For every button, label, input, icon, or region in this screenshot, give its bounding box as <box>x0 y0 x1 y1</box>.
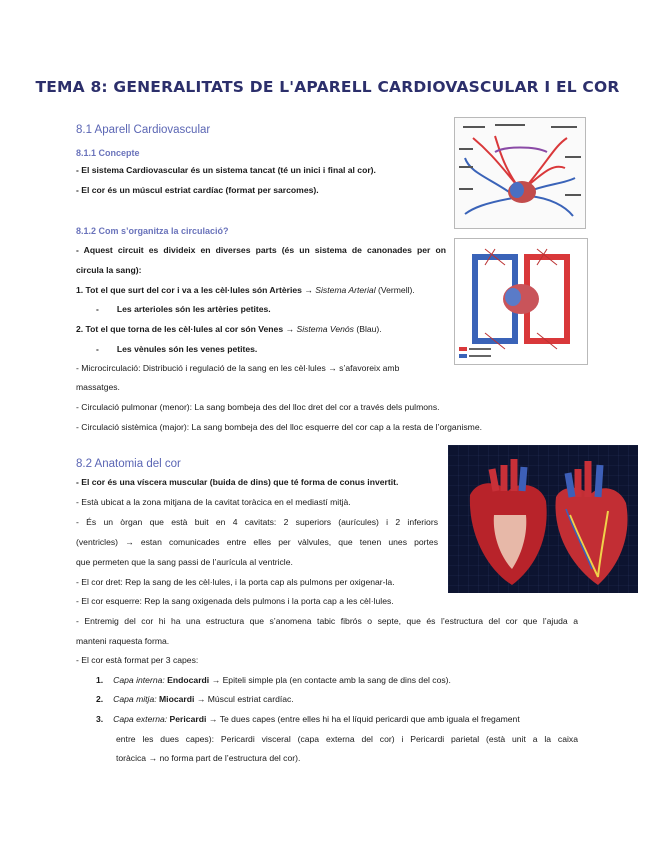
layer-pericardium-line-2: entre les dues capes): Pericardi visceral (capa externa del cor) i Pericardi parietal (està unit a la caixa <box>116 734 578 744</box>
layer-pericardium: 3. Capa externa: Pericardi → Te dues capes (entre elles hi ha el líquid pericardi que amb iguala el fregament <box>96 714 520 724</box>
arterial-system-item: 1. Tot el que surt del cor i va a les cèl·lules són Artèries → Sistema Arterial (Vermell). <box>76 285 415 295</box>
anatomy-cavities-line-3: que permeten que la sang passi de l’aurícula al ventricle. <box>76 557 293 567</box>
anatomy-line-2: - Està ubicat a la zona mitjana de la cavitat toràcica en el mediastí mitjà. <box>76 497 351 507</box>
anatomy-cavities-line-1: - És un òrgan que està buit en 4 cavitats: 2 superiors (aurícules) i 2 inferiors <box>76 517 438 527</box>
section-heading-8-1: 8.1 Aparell Cardiovascular <box>76 124 211 136</box>
section-heading-8-2: 8.2 Anatomia del cor <box>76 458 181 470</box>
layer-pericardium-line-3: toràcica → no forma part de l’estructura del cor). <box>116 753 301 763</box>
pulmonary-circulation-line: - Circulació pulmonar (menor): La sang bombeja des del lloc dret del cor a través dels pulmons. <box>76 402 440 412</box>
right-heart-line: - El cor dret: Rep la sang de les cèl·lules, i la porta cap als pulmons per oxigenar-la. <box>76 577 395 587</box>
venous-system-item: 2. Tot el que torna de les cèl·lules al cor són Venes → Sistema Venós (Blau). <box>76 324 382 334</box>
heart-anatomy-illustration <box>448 445 638 593</box>
circulation-schematic-illustration <box>455 239 587 364</box>
anatomy-cavities-line-2: (ventricles) → estan comunicades entre elles per vàlvules, que tenen unes portes <box>76 537 438 547</box>
septum-line-2: manteni raquesta forma. <box>76 636 170 646</box>
circuit-intro-line-2: circula la sang): <box>76 265 142 275</box>
concept-line-2: - El cor és un múscul estriat cardíac (format per sarcomes). <box>76 185 319 195</box>
septum-line-1: - Entremig del cor hi ha una estructura que s’anomena tabic fibrós o septe, que és l’estructura del cor que l’ajuda a <box>76 616 578 626</box>
systemic-circulation-line: - Circulació sistèmica (major): La sang bombeja des del lloc esquerre del cor cap a la resta de l’organisme. <box>76 422 483 432</box>
circuit-intro-line-1: - Aquest circuit es divideix en diverses parts (és un sistema de canonades per on <box>76 245 446 255</box>
microcirculation-line-1: - Microcirculació: Distribució i regulació de la sang en les cèl·lules → s’afavoreix amb <box>76 363 400 373</box>
concept-line-1: - El sistema Cardiovascular és un sistema tancat (té un inici i final al cor). <box>76 165 376 175</box>
layer-myocardium: 2. Capa mitja: Miocardi → Múscul estriat cardíac. <box>96 694 294 704</box>
subsection-heading-8-1-1: 8.1.1 Concepte <box>76 148 140 158</box>
page-title: TEMA 8: GENERALITATS DE L'APARELL CARDIOVASCULAR I EL COR <box>35 78 620 96</box>
arterioles-subitem: - Les arterioles són les artèries petites. <box>96 304 271 314</box>
heart-anatomy-figure <box>448 445 638 593</box>
circulation-anatomy-figure <box>454 117 586 229</box>
anatomy-line-1: - El cor és una víscera muscular (buida de dins) que té forma de conus invertit. <box>76 477 399 487</box>
subsection-heading-8-1-2: 8.1.2 Com s’organitza la circulació? <box>76 226 229 236</box>
venules-subitem: - Les vènules són les venes petites. <box>96 344 258 354</box>
layers-intro-line: - El cor està format per 3 capes: <box>76 655 199 665</box>
microcirculation-line-2: massatges. <box>76 382 120 392</box>
circulation-schematic-figure <box>454 238 588 365</box>
circulation-anatomy-illustration <box>455 118 585 228</box>
layer-endocardium: 1. Capa interna: Endocardi → Epiteli simple pla (en contacte amb la sang de dins del cos). <box>96 675 451 685</box>
left-heart-line: - El cor esquerre: Rep la sang oxigenada dels pulmons i la porta cap a les cèl·lules. <box>76 596 394 606</box>
